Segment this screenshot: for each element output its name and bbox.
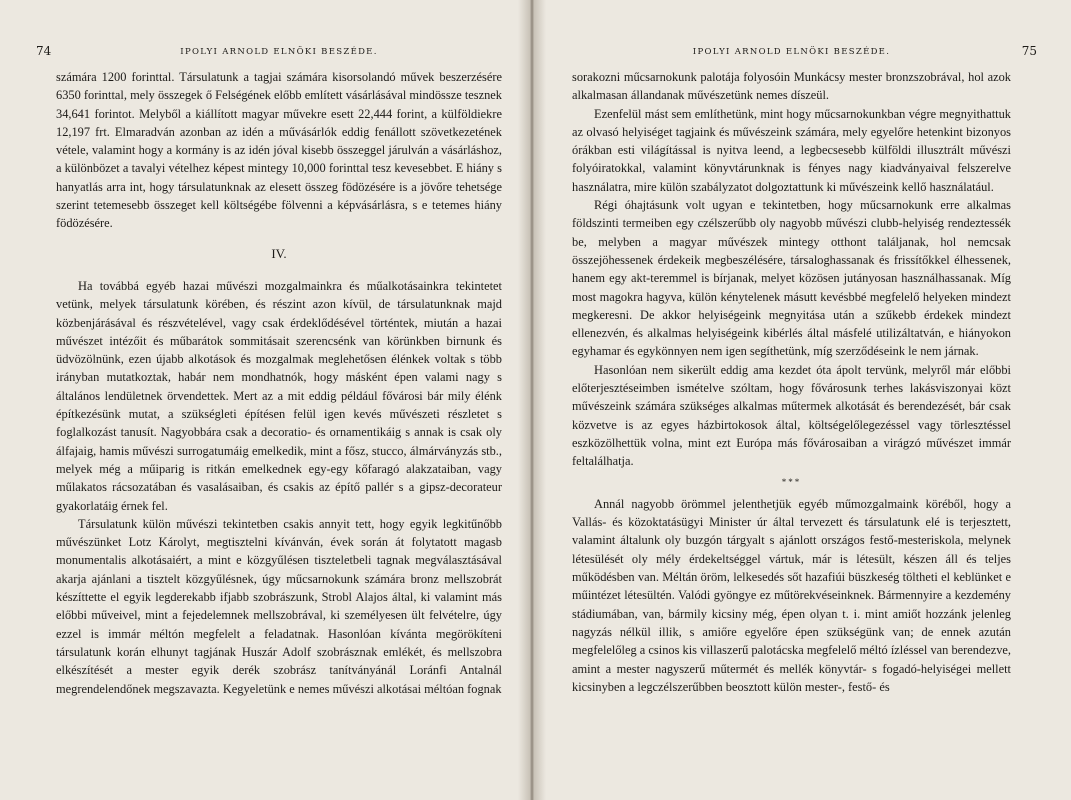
paragraph: Társulatunk külön művészi tekintetben csakis annyit tett, hogy egyik legkitűnőbb művészünket Lotz Károlyt, megtisztelni kívánván, évek során át folytatott magasb monumentalis alkotásaiért, a mint e közgyűlésen tiszteletbeli tagnak megválasztásával akarja ajánlani a tisztelt közgyűlésnek, úgy műcsarnokunk számára bronz mellszobrát készíttette el egyik legderekabb ifjabb szobrászunk, Strobl Alajos által, ki valamint más előbbi műveivel, mint a fejedelemnek mellszobrával, ki személyesen ült felvételre, úgy ezzel is immár méltón megfelelt a feladatnak. Hasonlóan kívánta megörökíteni társulatunk korán elhunyt tagjának Huszár Adolf szobrásznak emlékét, és mellszobra elkészítését a mester egyik derék szobrász tanítványánál Loránfi Antalnál megrendelendőnek megszavazta. Kegyeletünk e nemes művészi alkotásai méltóan fognak xyxy=(56,516,502,696)
right-page-body xyxy=(572,68,1011,696)
paragraph: Hasonlóan nem sikerült eddig ama kezdet óta ápolt tervünk, melyről már előbbi előterjesztéseimben ismételve szóltam, hogy fővárosunk terhes lakásviszonyai közt művészeink számára szükséges alkalmas műtermek alkotását és berendezését, bár csak közvetve is az egyes házbirtokosok által, költségelőlegezéssel vagy törlesztéssel eszközölhettük volna, mint ezt Európa más fővárosaiban a virágzó művészet immár feltalálhatja. xyxy=(572,362,1011,469)
book-gutter xyxy=(518,0,546,800)
left-page xyxy=(0,0,532,800)
left-page-number: 74 xyxy=(36,44,52,58)
left-running-head-title: IPOLYI ARNOLD ELNÖKI BESZÉDE. xyxy=(180,47,378,57)
left-running-header xyxy=(36,44,502,68)
paragraph: Ha továbbá egyéb hazai művészi mozgalmainkra és műalkotásainkra tekintetet vetünk, melyek társulatunk körében, és részint azon kívül, de társulatunknak majd közbenjárásával és részvételével, vagy csak érdeklődésével történtek, miután a hazai művészet intézőit és műbarátok sommitásait szerencsénk van körünkben birnunk és üdvözölnünk, ezen újabb alkotások és mozgalmak meglehetősen élénkek voltak s több irányban mutatkoztak, habár nem mondhatnók, hogy másként épen valami nagy s általános lendületnek örvendettek. Mert az a mit eddig például fővárosi bár mily élénk építkezésünk mutat, a szükségleti építésen felül igen kevés művészeti részletet s foglalkozást tanusít. Nagyobbára csak a decoratio- és ornamentikáig s annak is csak oly álfajaig, hamis művészi surrogatumáig emelkedik, mint a fősz, stucco, álmárványzás stb., melyek még a műiparig is ritkán emelkednek egy-egy kőfaragó alakzataiban, vagy műlakatos rácsozatában és vasalásaiban, és csakis az építő pallér s a gipsz-decorateur gyakorlatáig érnek fel. xyxy=(56,278,502,513)
right-running-header xyxy=(572,44,1037,68)
right-running-head-title: IPOLYI ARNOLD ELNÖKI BESZÉDE. xyxy=(692,47,891,57)
section-number: IV. xyxy=(271,245,287,261)
paragraph: Régi óhajtásunk volt ugyan e tekintetben, hogy műcsarnokunk erre alkalmas földszinti termeiben egy czélszerűbb oly nagyobb művészi clubb-helyiség rendeztessék be, melyben a magyar művészek mintegy otthont találjanak, hol nemcsak összejöhessenek érdekeik megbeszélésére, társaloghassanak és frissítőkkel élhessenek, hanem egy akt-teremmel is bírjanak, melyet közösen jutányosan használhassanak. Míg most magokra hagyva, külön kénytelenek másutt kevésbbé megfelelő helyeken mindezt megkeresni. De akkor helyiségeink megnyitása után a szűkebb érdekek mindezt ellenezvén, és alkalmas helyiségeink kibérlés által másfelé utilizáltatván, e hiányokon egyhamar és egykönnyen nem igen segíthetünk, míg szerződéseink le nem járnak. xyxy=(572,198,1011,359)
right-page-number: 75 xyxy=(1021,44,1037,58)
left-page-body xyxy=(56,68,502,698)
paragraph: számára 1200 forinttal. Társulatunk a tagjai számára kisorsolandó művek beszerzésére 6350 forinttal, mely összegek ő Felségének előbb említett vásárlásával mindössze tesznek 34,641 forintot. Melyből a kiállított magyar művekre esett 22,444 forint, a külföldiekre 12,197 frt. Elmaradván azonban az idén a művásárlók eddig fenállott szövetkezetének vétele, valamint hogy a kormány is az idén jóval kisebb összeggel járulván a vásárláshoz, a különbözet a tavalyi vételhez képest mintegy 10,000 forinttal tesz kevesebbet. E hiány s hanyatlás arra int, hogy társulatunknak az elesett összeg födözésére is a jövőre tehetsége szerint tetemesebb összeget kell költségébe fölvenni a képvásárlásra, s e tetemes hiány födözésére. xyxy=(56,70,502,231)
right-page xyxy=(532,0,1071,800)
section-separator: *** xyxy=(781,476,802,487)
paragraph: Ezenfelül mást sem említhetünk, mint hogy műcsarnokunkban végre megnyithattuk az olvasó helyiséget tagjaink és művészeink számára, mely egyelőre hetenkint bizonyos órákban esti világítással is nyitva leend, a legbecsesebb külföldi illusztrált művészi folyóiratokkal, valamint könyvtárunknak is fényes nagy kiadványaival felszerelve használatra, mire külön szabályzatot dolgoztattunk ki művészeink kellő használatául. xyxy=(572,106,1011,194)
paragraph: Annál nagyobb örömmel jelenthetjük egyéb műmozgalmaink köréből, hogy a Vallás- és közoktatásügyi Minister úr által tervezett és társulatunk elé is terjesztett, valamint általunk oly buzgón tárgyalt s ajánlott országos festő-mesteriskola, melynek létesülését oly mély érdekeltséggel vártuk, már is létesült, készen áll és teljes működésben van. Méltán öröm, lelkesedés sőt hazafiúi büszkeség töltheti el keblünket e műintézet létesültén. Valódi gyöngye ez műtörekvéseinknek. Bármennyire a kezdemény stádiumában, van, bármily kicsiny még, épen olyan t. i. mint amiőt hozzánk jelenleg nagyzás nélkül illik, s amiőre egyelőre épen szükségünk van; de ennek azután megfelelőleg a csinos kis villaszerű palotácska megfelelő méltó ízléssel van berendezve, amint a mester nagyszerű műtermét és mellék könyvtár- s fogadó-helyiségei mellett kicsinyben a legczélszerűbben beosztott külön mester-, festő- és xyxy=(572,496,1011,694)
paragraph: sorakozni műcsarnokunk palotája folyosóin Munkácsy mester bronzszobrával, hol azok alkalmasan állandanak művészetünk nemes díszeül. xyxy=(572,70,1011,103)
